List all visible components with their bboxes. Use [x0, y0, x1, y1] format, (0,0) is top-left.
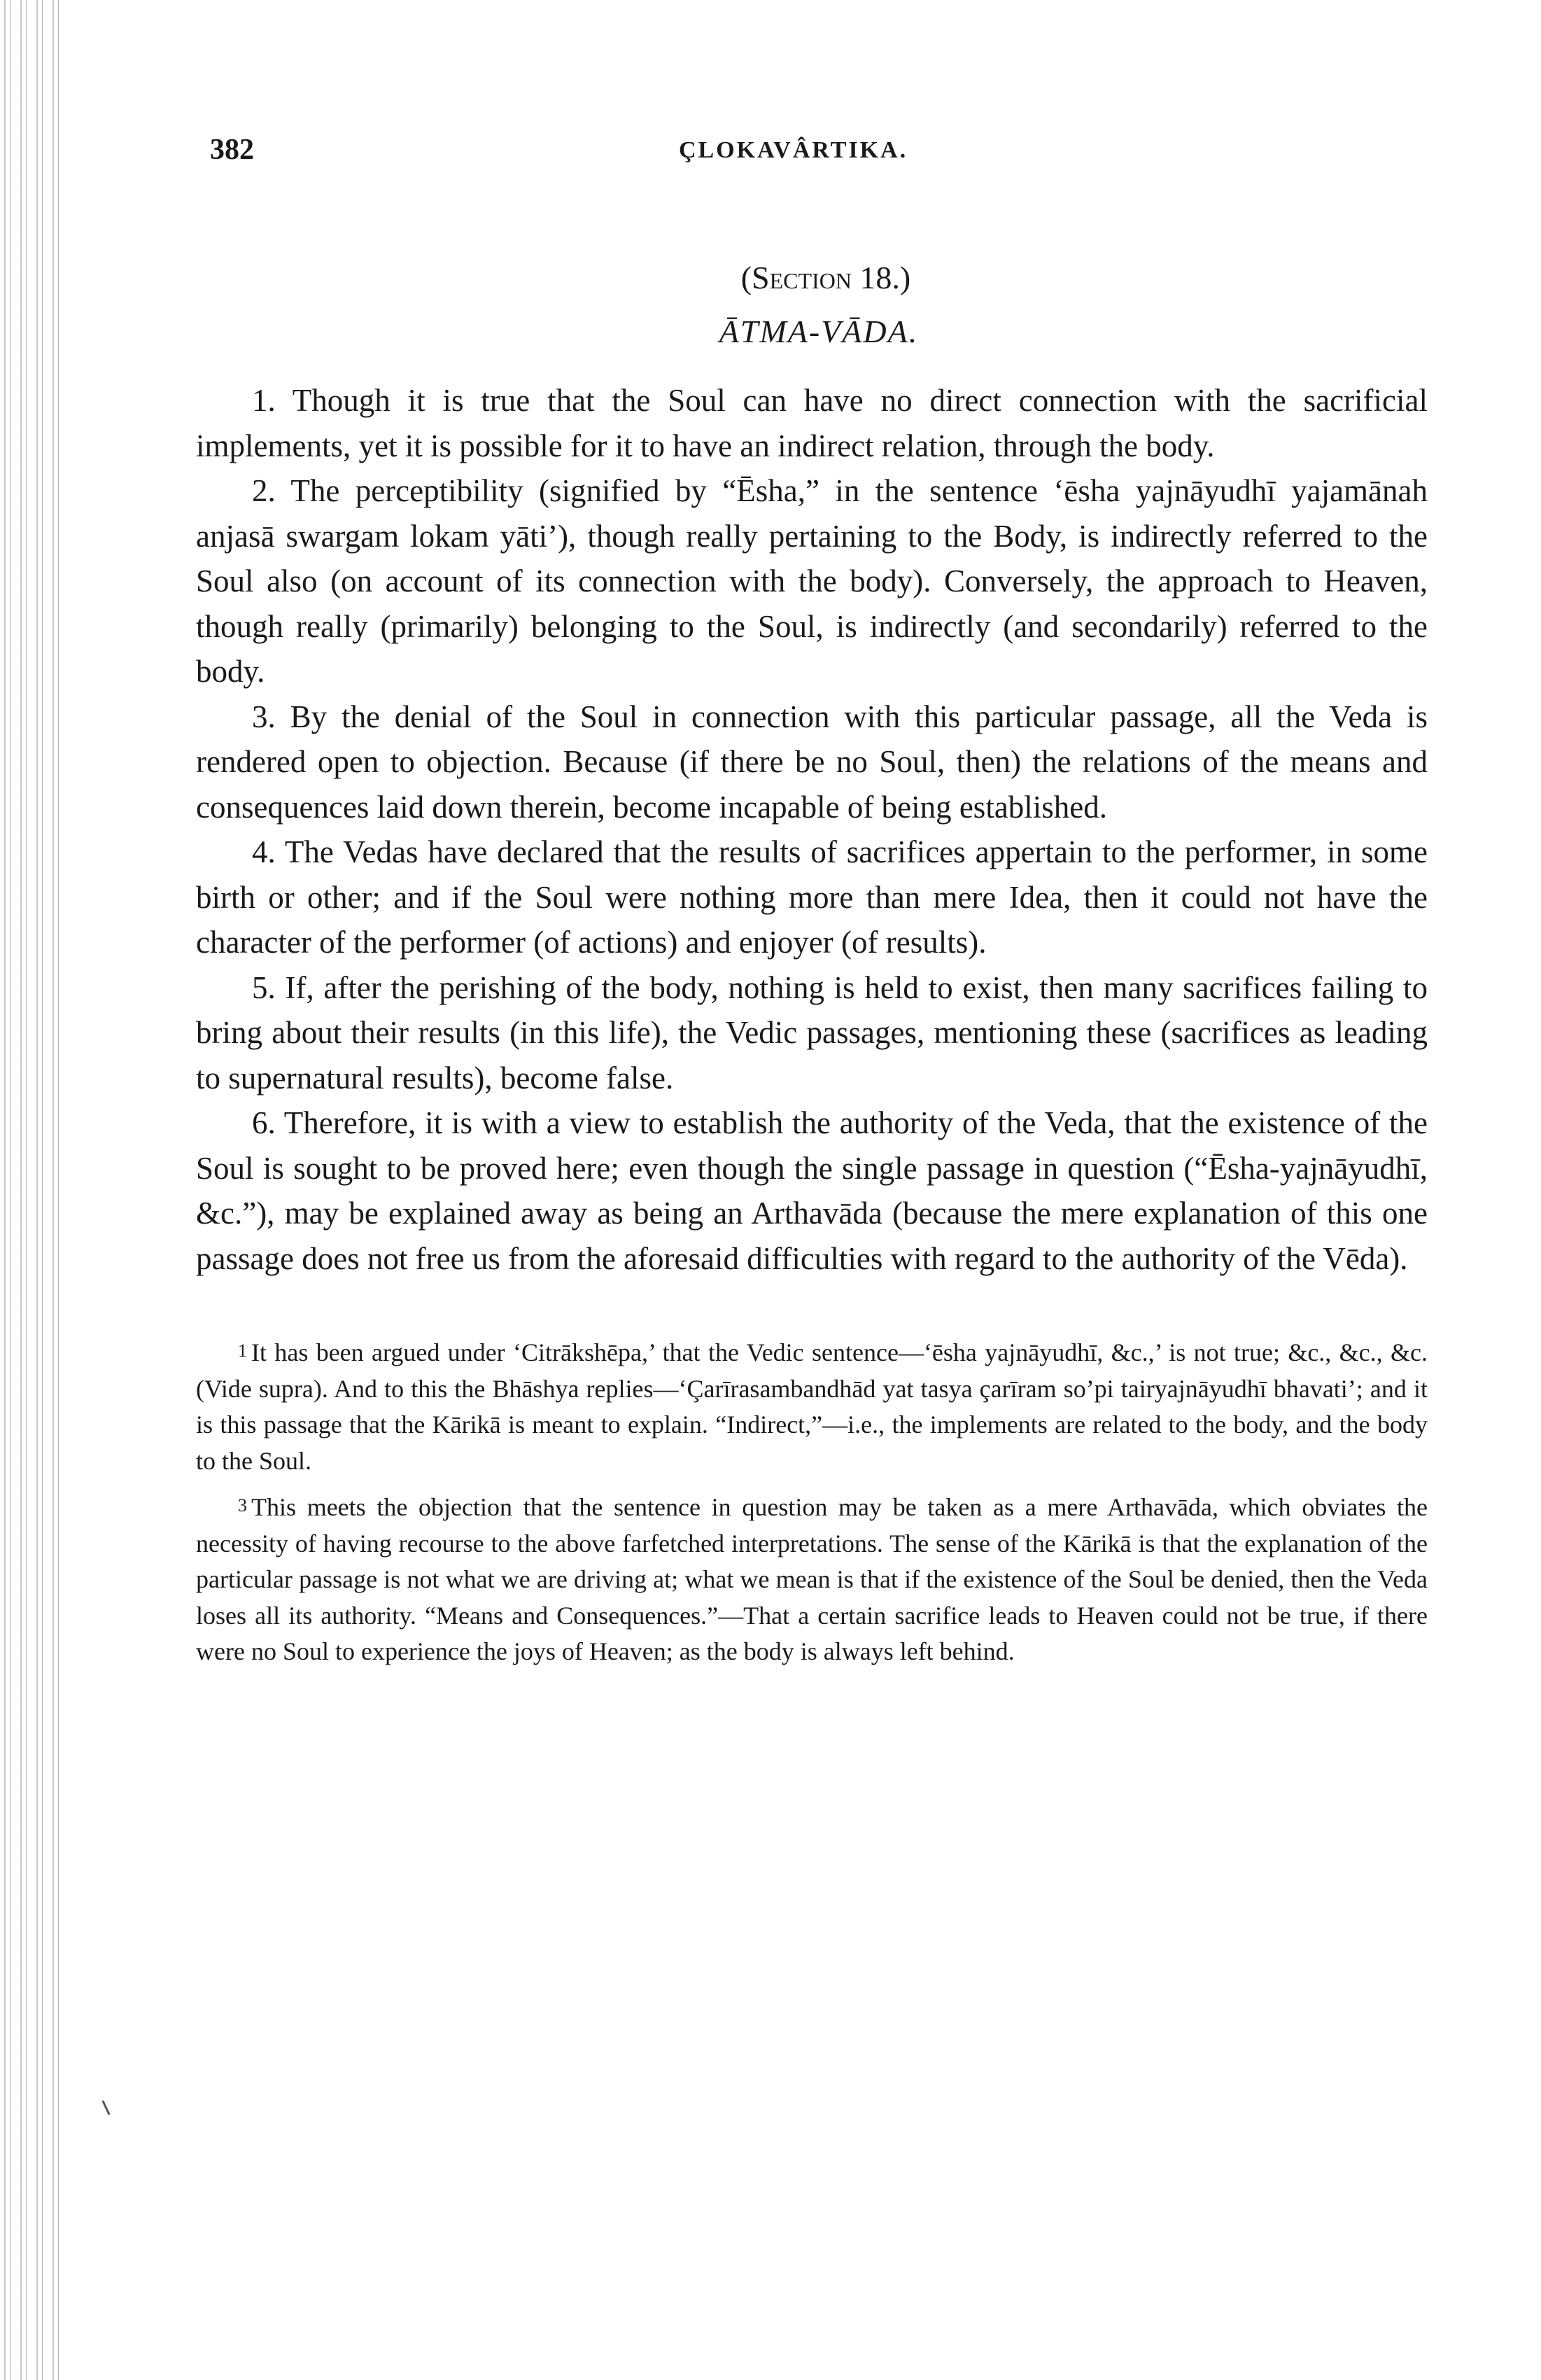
main-text: [196, 378, 1428, 1281]
footnote-marker: 3: [238, 1495, 247, 1516]
footnote-text: This meets the objection that the sentence in question may be taken as a mere Arthavāda, which obviates the necessity of having recourse to the above farfetched interpretations. The sense of the Kārikā is that the explanation of the particular passage is not what we are driving at; what we mean is that if the existence of the Soul be denied, then the Veda loses all its authority. “Means and Consequences.”—That a certain sacrifice leads to Heaven could not be true, if there were no Soul to experience the joys of Heaven; as the body is always left behind.: [196, 1493, 1428, 1665]
verse-text: Therefore, it is with a view to establish the authority of the Veda, that the existence of the Soul is sought to be proved here; even though the single passage in question (“Ēsha-yajnāyudhī, &c.”), may be explained away as being an Arthavāda (because the mere explanation of this one passage does not free us from the aforesaid difficulties with regard to the authority of the Vēda).: [196, 1105, 1428, 1276]
verse-6: [196, 1100, 1428, 1281]
verse-text: The Vedas have declared that the results of sacrifices appertain to the performer, in some birth or other; and if the Soul were nothing more than mere Idea, then it could not have the character of the performer (of actions) and enjoyer (of results).: [196, 834, 1428, 960]
verse-number: 1.: [252, 383, 276, 418]
stray-ink-mark: [101, 2100, 110, 2115]
footnotes: [196, 1333, 1428, 1670]
verse-3: [196, 694, 1428, 830]
verse-1: [196, 378, 1428, 468]
section-label: (Section 18.): [740, 260, 911, 295]
verse-number: 5.: [252, 969, 276, 1005]
footnote-text: It has been argued under ‘Citrākshēpa,’ that the Vedic sentence—‘ēsha yajnāyudhī, &c.,’ is not true; &c., &c., &c. (Vide supra). And to this the Bhāshya replies—‘Çarīrasambandhād yat tasya çarīram so’pi tairyajnāyudhī bhavati’; and it is this passage that the Kārikā is meant to explain. “Indirect,”—i.e., the implements are related to the body, and the body to the Soul.: [196, 1338, 1428, 1475]
book-title: ÇLOKAVÂRTIKA.: [679, 137, 908, 163]
verse-5: [196, 965, 1428, 1101]
verse-number: 3.: [252, 699, 276, 734]
verse-number: 2.: [252, 473, 276, 508]
verse-number: 4.: [252, 834, 276, 869]
verse-text: If, after the perishing of the body, nothing is held to exist, then many sacrifices failing to bring about their results (in this life), the Vedic passages, mentioning these (sacrifices as leading to supernatural results), become false.: [196, 969, 1428, 1096]
verse-text: By the denial of the Soul in connection with this particular passage, all the Veda is rendered open to objection. Because (if there be no Soul, then) the relations of the means and consequences laid down therein, become incapable of being established.: [196, 699, 1428, 825]
page-number: 382: [210, 134, 254, 166]
section-title: ĀTMA-VĀDA.: [719, 314, 919, 349]
book-page: [196, 133, 1428, 1679]
verse-number: 6.: [252, 1105, 276, 1140]
footnote-marker: 1: [238, 1340, 247, 1361]
verse-text: The perceptibility (signified by “Ēsha,” in the sentence ‘ēsha yajnāyudhī yajamānah anjasā swargam lokam yāti’), though really pertaining to the Body, is indirectly referred to the Soul also (on account of its connection with the body). Conversely, the approach to Heaven, though really (primarily) belonging to the Soul, is indirectly (and secondarily) referred to the body.: [196, 473, 1428, 689]
running-head: [196, 133, 1428, 182]
footnote-3: [196, 1488, 1428, 1670]
verse-text: Though it is true that the Soul can have no direct connection with the sacrificial implements, yet it is possible for it to have an indirect relation, through the body.: [196, 383, 1428, 463]
binding-edge: [0, 0, 66, 2380]
footnote-1: [196, 1333, 1428, 1479]
verse-4: [196, 830, 1428, 965]
verse-2: [196, 468, 1428, 694]
